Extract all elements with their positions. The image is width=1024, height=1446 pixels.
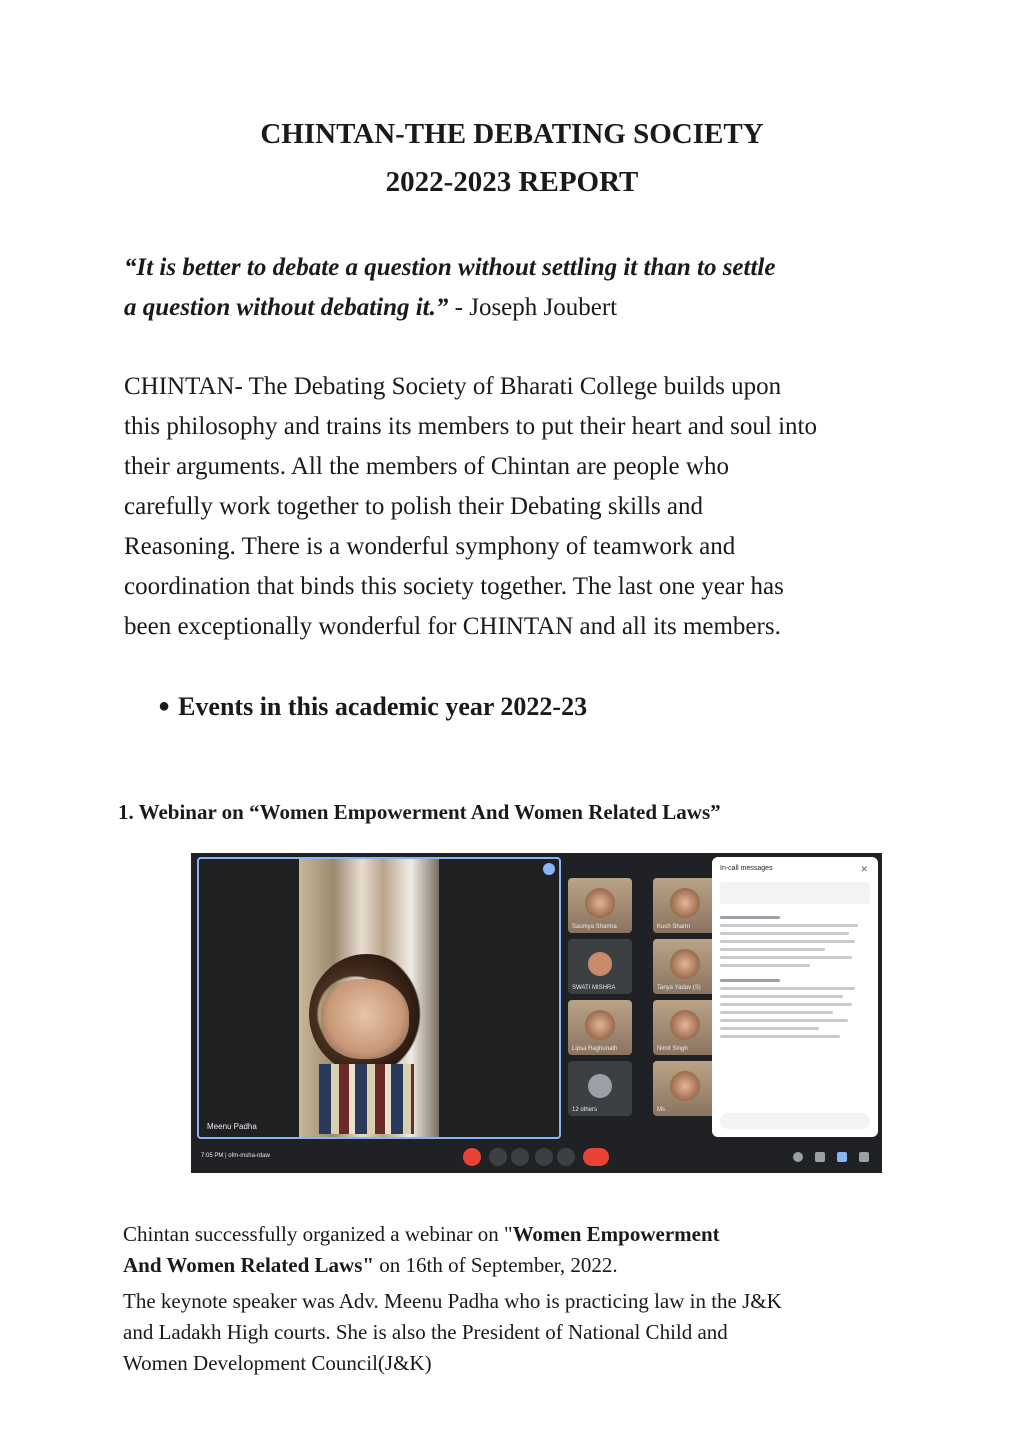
- event-1-speaker-info: [123, 1286, 883, 1379]
- chat-text: [720, 1003, 852, 1006]
- chat-text: [720, 1019, 848, 1022]
- end-call-icon: [583, 1148, 609, 1166]
- intro-paragraph: [124, 367, 914, 647]
- quote-attribution: - Joseph Joubert: [454, 294, 618, 321]
- report-title: CHINTAN-THE DEBATING SOCIETY: [260, 118, 764, 150]
- captions-icon: [511, 1148, 529, 1166]
- intro-line: coordination that binds this society together. The last one year has: [124, 573, 784, 600]
- participant-avatar: [670, 1010, 700, 1040]
- chat-sender: [720, 979, 780, 982]
- summary-date: on 16th of September, 2022.: [374, 1253, 618, 1277]
- participant-tile: [653, 1061, 717, 1116]
- chat-icon: [837, 1152, 847, 1162]
- chat-sender: [720, 916, 780, 919]
- report-subtitle: 2022-2023 REPORT: [385, 166, 639, 198]
- present-icon: [535, 1148, 553, 1166]
- participant-avatar: [670, 888, 700, 918]
- participant-avatar: [670, 949, 700, 979]
- others-tile: [568, 1061, 632, 1116]
- intro-line: been exceptionally wonderful for CHINTAN and all its members.: [124, 613, 781, 640]
- participant-tile: [568, 878, 632, 933]
- participant-name: Tanya Yadav (S): [657, 985, 701, 991]
- quote-text-line2: a question without debating it.”: [124, 294, 449, 321]
- intro-line: their arguments. All the members of Chintan are people who: [124, 453, 729, 480]
- webinar-screenshot: [191, 853, 882, 1173]
- participant-name: Ms: [657, 1107, 665, 1113]
- info-icon: [793, 1152, 803, 1162]
- speaking-indicator-icon: [543, 863, 555, 875]
- more-icon: [557, 1148, 575, 1166]
- meeting-control-bar: [191, 1139, 882, 1173]
- participant-name: Lipsa Raghunath: [572, 1046, 618, 1052]
- chat-text: [720, 956, 852, 959]
- activities-icon: [859, 1152, 869, 1162]
- speaker-info-line: and Ladakh High courts. She is also the President of National Child and: [123, 1320, 728, 1344]
- participant-avatar: [670, 1071, 700, 1101]
- participant-tile: [653, 878, 717, 933]
- quote-text-line1: “It is better to debate a question without settling it than to settle: [124, 254, 776, 281]
- chat-text: [720, 1011, 833, 1014]
- chat-text: [720, 1035, 840, 1038]
- chat-text: [720, 995, 843, 998]
- chat-text: [720, 987, 855, 990]
- chat-title: In-call messages: [720, 865, 773, 872]
- participant-tile: [653, 1000, 717, 1055]
- bullet-icon: ●: [158, 695, 171, 717]
- participant-tile: [653, 939, 717, 994]
- others-label: 12 others: [572, 1107, 598, 1113]
- chat-text: [720, 924, 858, 927]
- chat-panel: [712, 857, 878, 1137]
- main-speaker-tile: [197, 857, 561, 1139]
- people-icon: [815, 1152, 825, 1162]
- meeting-time: 7:05 PM | ofm-msha-rdaw: [201, 1153, 270, 1159]
- event-1-summary: [123, 1219, 883, 1281]
- chat-text: [720, 940, 855, 943]
- participant-name: Kuch Sharm: [657, 924, 691, 930]
- chat-text: [720, 948, 825, 951]
- participant-name: SWATI MISHRA: [572, 985, 616, 991]
- close-icon: ✕: [860, 864, 868, 874]
- speaker-video: [299, 859, 439, 1137]
- summary-title-line2: And Women Related Laws": [123, 1253, 375, 1277]
- summary-title-line1: Women Empowerment: [512, 1222, 720, 1246]
- intro-line: CHINTAN- The Debating Society of Bharati College builds upon: [124, 373, 782, 400]
- participant-tile: [568, 1000, 632, 1055]
- camera-icon: [489, 1148, 507, 1166]
- speaker-info-line: Women Development Council(J&K): [123, 1351, 432, 1375]
- events-heading-text: Events in this academic year 2022-23: [178, 692, 588, 721]
- bookshelf: [319, 1064, 414, 1134]
- participant-avatar: [585, 888, 615, 918]
- intro-line: this philosophy and trains its members to put their heart and soul into: [124, 413, 817, 440]
- speaker-info-line: The keynote speaker was Adv. Meenu Padha who is practicing law in the J&K: [123, 1289, 782, 1313]
- participant-tile: [568, 939, 632, 994]
- summary-text: Chintan successfully organized a webinar on ": [123, 1222, 513, 1246]
- chat-text: [720, 1027, 819, 1030]
- intro-line: carefully work together to polish their Debating skills and: [124, 493, 704, 520]
- speaker-face: [321, 979, 409, 1059]
- events-heading: [158, 692, 587, 722]
- epigraph-quote: [124, 248, 904, 328]
- mic-off-icon: [463, 1148, 481, 1166]
- chat-text: [720, 964, 810, 967]
- chat-input: [720, 1113, 870, 1129]
- participant-avatar: [585, 1010, 615, 1040]
- participant-name: Nimit Singh: [657, 1046, 688, 1052]
- chat-text: [720, 932, 849, 935]
- main-speaker-name: Meenu Padha: [207, 1122, 257, 1131]
- others-avatar: [588, 1074, 612, 1098]
- participant-name: Saumya Sharma: [572, 924, 617, 930]
- intro-line: Reasoning. There is a wonderful symphony of teamwork and: [124, 533, 736, 560]
- chat-notice: [720, 882, 870, 904]
- participant-avatar: [588, 952, 612, 976]
- event-1-heading: 1. Webinar on “Women Empowerment And Women Related Laws”: [118, 800, 721, 824]
